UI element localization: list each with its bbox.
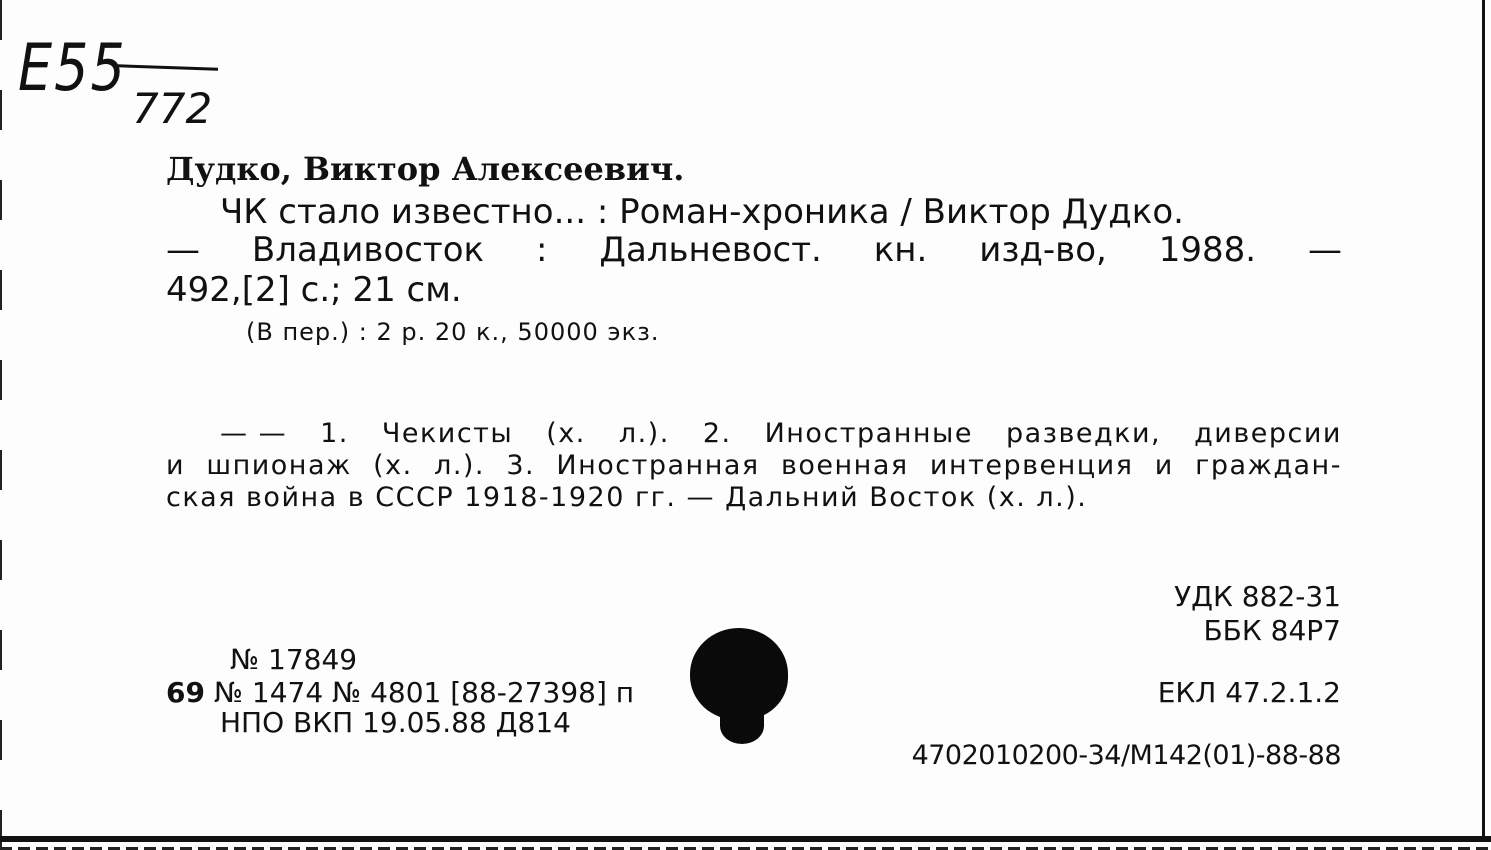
price-statement: (В пер.) : 2 р. 20 к., 50000 экз. bbox=[246, 318, 660, 346]
subject-line bbox=[220, 418, 1342, 449]
subject-word: Иностранные bbox=[764, 418, 973, 449]
ink-stamp-tail bbox=[720, 708, 764, 744]
ink-stamp bbox=[690, 628, 788, 720]
subject-word: шпионаж bbox=[206, 450, 352, 481]
subject-word: л.). bbox=[618, 418, 670, 449]
subject-word: интервенция bbox=[929, 450, 1134, 481]
handwritten-fraction-line bbox=[118, 64, 218, 70]
subject-word: (х. bbox=[546, 418, 586, 449]
printer-line: НПО ВКП 19.05.88 Д814 bbox=[220, 706, 571, 739]
subject-line: ская война в СССР 1918-1920 гг. — Дальний Восток (х. л.). bbox=[166, 482, 1088, 513]
imprint-part: Владивосток bbox=[251, 230, 485, 270]
imprint-statement bbox=[166, 230, 1342, 270]
subject-word: 2. bbox=[702, 418, 732, 449]
registration-number: № 17849 bbox=[230, 643, 358, 676]
subject-word: Чекисты bbox=[381, 418, 514, 449]
subject-word: и bbox=[166, 450, 186, 481]
imprint-part: кн. bbox=[873, 230, 928, 270]
subject-word: 1. bbox=[320, 418, 349, 449]
subject-line bbox=[166, 450, 1342, 481]
subject-word: — — bbox=[220, 418, 288, 449]
print-info bbox=[166, 676, 634, 709]
imprint-part: 1988. bbox=[1158, 230, 1257, 270]
handwritten-number: 772 bbox=[132, 84, 213, 133]
bbk-code: ББК 84Р7 bbox=[1203, 614, 1341, 647]
ekl-code: ЕКЛ 47.2.1.2 bbox=[1157, 676, 1341, 709]
udk-code: УДК 882-31 bbox=[1174, 580, 1341, 613]
subject-word: и bbox=[1154, 450, 1174, 481]
imprint-part: — bbox=[1308, 230, 1342, 270]
imprint-part: : bbox=[536, 230, 548, 270]
handwritten-shelf-code: Е55 bbox=[18, 30, 127, 106]
physical-description: 492,[2] с.; 21 см. bbox=[166, 270, 462, 310]
card-right-edge bbox=[1482, 0, 1485, 840]
imprint-part: Дальневост. bbox=[599, 230, 822, 270]
subject-word: 3. bbox=[506, 450, 536, 481]
subject-word: диверсии bbox=[1194, 418, 1342, 449]
subject-word: разведки, bbox=[1005, 418, 1162, 449]
print-numbers: № 1474 № 4801 [88-27398] п bbox=[213, 676, 635, 709]
subject-word: Иностранная bbox=[556, 450, 760, 481]
subject-word: (х. bbox=[373, 450, 413, 481]
imprint-part: — bbox=[166, 230, 200, 270]
subject-word: граждан- bbox=[1195, 450, 1342, 481]
title-statement: ЧК стало известно... : Роман-хроника / Виктор Дудко. bbox=[220, 192, 1184, 232]
print-prefix: 69 bbox=[166, 676, 205, 709]
author-heading: Дудко, Виктор Алексеевич. bbox=[166, 150, 685, 188]
card-left-edge bbox=[0, 0, 2, 850]
imprint-part: изд-во, bbox=[979, 230, 1107, 270]
subject-word: л.). bbox=[434, 450, 486, 481]
card-bottom-edge bbox=[0, 836, 1491, 842]
subject-word: военная bbox=[780, 450, 909, 481]
publisher-code: 4702010200-34/М142(01)-88-88 bbox=[911, 740, 1341, 771]
